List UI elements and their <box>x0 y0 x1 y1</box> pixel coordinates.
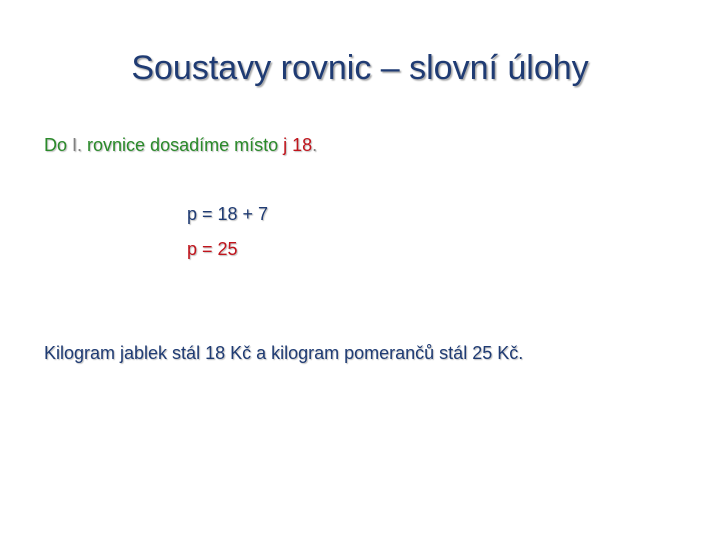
intro-sentence <box>44 132 317 158</box>
intro-text-start: Do <box>44 135 73 155</box>
variable-j: j <box>283 135 288 155</box>
equation-2: p = 25 <box>187 239 238 259</box>
slide-title: Soustavy rovnic – slovní úlohy <box>131 49 589 87</box>
value-18: 18 <box>292 135 313 155</box>
intro-period: . <box>312 135 318 155</box>
equation-1: p = 18 + 7 <box>187 204 269 224</box>
answer-sentence: Kilogram jablek stál 18 Kč a kilogram pomerančů stál 25 Kč. <box>44 343 524 363</box>
intro-text-middle: rovnice dosadíme místo <box>82 135 284 155</box>
roman-numeral: I. <box>72 135 83 155</box>
